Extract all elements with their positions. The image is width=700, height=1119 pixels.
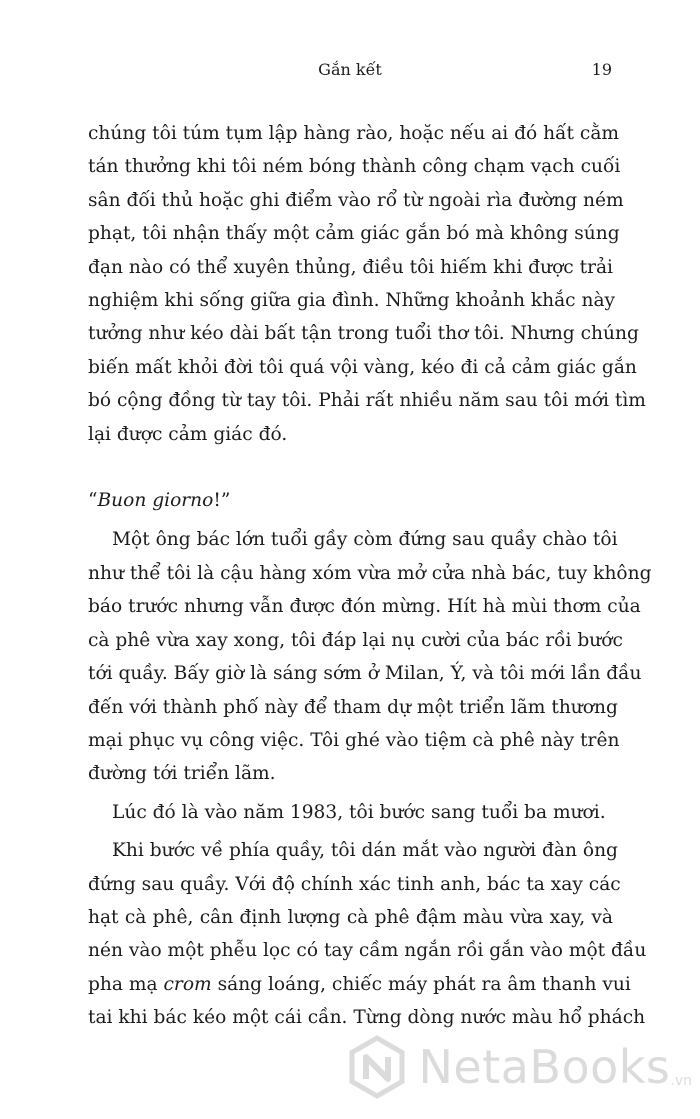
watermark	[345, 1027, 693, 1107]
paragraph-1	[88, 117, 646, 451]
text-line: tưởng như kéo dài bất tận trong tuổi thơ tôi. Nhưng chúng	[88, 323, 639, 345]
paragraph-2	[88, 523, 652, 790]
text-line: như thể tôi là cậu hàng xóm vừa mở cửa nhà bác, tuy không	[88, 562, 652, 584]
watermark-suffix: .vn	[670, 1073, 692, 1089]
text-line: tới quầy. Bấy giờ là sáng sớm ở Milan, Ý, và tôi mới lần đầu	[88, 663, 642, 685]
text-line: nghiệm khi sống giữa gia đình. Những khoảnh khắc này	[88, 290, 616, 312]
page-number: 19	[591, 60, 612, 79]
greeting-line	[88, 484, 613, 517]
text-line: mại phục vụ công việc. Tôi ghé vào tiệm cà phê này trên	[88, 729, 620, 751]
text-line-italic	[88, 968, 631, 1001]
greeting-close: !”	[213, 490, 231, 512]
text-line: hạt cà phê, cân định lượng cà phê đậm màu vừa xay, và	[88, 906, 613, 928]
watermark-brand: NetaBooks	[418, 1040, 671, 1094]
text-line: Lúc đó là vào năm 1983, tôi bước sang tuổi ba mươi.	[112, 801, 606, 823]
greeting-italic: Buon giorno	[97, 490, 214, 512]
text-line: phạt, tôi nhận thấy một cảm giác gắn bó mà không súng	[88, 223, 620, 245]
paragraph-3	[88, 796, 613, 829]
text-line: đứng sau quầy. Với độ chính xác tinh anh, bác ta xay các	[88, 873, 621, 895]
greeting-open-quote: “	[88, 490, 98, 512]
text-line: sân đối thủ hoặc ghi điểm vào rổ từ ngoài rìa đường ném	[88, 189, 624, 211]
text-line: Khi bước về phía quầy, tôi dán mắt vào người đàn ông	[112, 840, 618, 862]
text-line: chúng tôi túm tụm lập hàng rào, hoặc nếu ai đó hất cằm	[88, 123, 620, 144]
running-head	[0, 58, 700, 82]
text-line: lại được cảm giác đó.	[88, 423, 288, 445]
netabooks-logo-icon	[345, 1035, 409, 1099]
line-prefix: pha mạ	[88, 973, 164, 995]
chapter-title: Gắn kết	[318, 60, 382, 79]
italic-word: crom	[163, 973, 212, 995]
text-line: báo trước nhưng vẫn được đón mừng. Hít hà mùi thơm của	[88, 596, 641, 618]
text-line: đến với thành phố này để tham dự một triển lãm thương	[88, 696, 618, 718]
paragraph-4	[88, 834, 647, 1034]
body-text	[88, 117, 652, 1035]
text-line: đường tới triển lãm.	[88, 763, 276, 785]
section-break	[88, 451, 613, 484]
text-line: biến mất khỏi đời tôi quá vội vàng, kéo đi cả cảm giác gắn	[88, 356, 637, 378]
text-line: tán thưởng khi tôi ném bóng thành công chạm vạch cuối	[88, 156, 621, 178]
greeting	[88, 484, 613, 517]
text-line: cà phê vừa xay xong, tôi đáp lại nụ cười của bác rồi bước	[88, 629, 623, 651]
text-line: bó cộng đồng từ tay tôi. Phải rất nhiều năm sau tôi mới tìm	[88, 390, 646, 412]
text-line: nén vào một phễu lọc có tay cầm ngắn rồi gắn vào một đầu	[88, 940, 647, 962]
text-line: Một ông bác lớn tuổi gầy còm đứng sau quầy chào tôi	[112, 529, 618, 551]
line-suffix: sáng loáng, chiếc máy phát ra âm thanh vui	[211, 973, 631, 995]
text-line: tai khi bác kéo một cái cần. Từng dòng nước màu hổ phách	[88, 1007, 646, 1029]
text-line: đạn nào có thể xuyên thủng, điều tôi hiếm khi được trải	[88, 256, 613, 278]
